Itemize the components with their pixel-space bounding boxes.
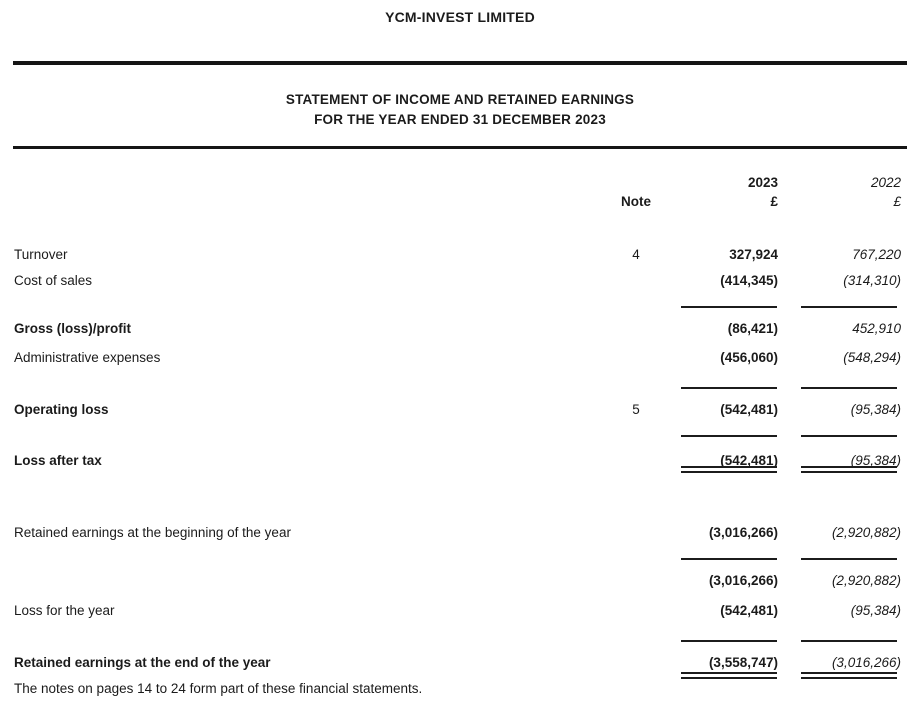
note-column-header: Note xyxy=(621,194,651,209)
subtotal-rule-prior xyxy=(801,306,897,308)
subtotal-rule-prior xyxy=(801,640,897,642)
subtotal-rule-current xyxy=(681,435,777,437)
row-label: Administrative expenses xyxy=(14,350,161,365)
row-label: Operating loss xyxy=(14,402,109,417)
table-header-years xyxy=(0,174,920,191)
row-amount-current: (456,060) xyxy=(720,350,778,365)
subtotal-rule-prior xyxy=(801,387,897,389)
row-amount-prior: (95,384) xyxy=(850,402,901,417)
row-amount-current: (542,481) xyxy=(720,402,778,417)
title-divider xyxy=(13,146,907,149)
notes-reference-text: The notes on pages 14 to 24 form part of these financial statements. xyxy=(14,681,423,696)
table-row-retained-earnings-beginning xyxy=(0,524,920,541)
row-note: 5 xyxy=(632,402,640,417)
row-label: Turnover xyxy=(14,247,68,262)
row-amount-prior: (95,384) xyxy=(850,453,901,468)
row-amount-current: (414,345) xyxy=(720,273,778,288)
row-amount-prior: (548,294) xyxy=(843,350,901,365)
row-amount-prior: 452,910 xyxy=(852,321,901,336)
table-row-gross-loss-profit xyxy=(0,320,920,337)
header-divider-thick xyxy=(13,61,907,65)
row-label: Retained earnings at the beginning of the year xyxy=(14,525,291,540)
total-double-rule-current xyxy=(681,466,777,473)
total-double-rule-prior xyxy=(801,466,897,473)
subtotal-rule-current xyxy=(681,558,777,560)
table-row-administrative-expenses xyxy=(0,349,920,366)
year-header-current: 2023 xyxy=(747,175,778,190)
table-row-loss-after-tax xyxy=(0,452,920,469)
table-row-cost-of-sales xyxy=(0,272,920,289)
row-amount-prior: (2,920,882) xyxy=(831,573,901,588)
total-double-rule-current xyxy=(681,672,777,679)
subtotal-rule-current xyxy=(681,306,777,308)
currency-header-prior: £ xyxy=(893,194,901,209)
row-amount-prior: (3,016,266) xyxy=(831,655,901,670)
subtotal-rule-prior xyxy=(801,558,897,560)
row-amount-prior: (2,920,882) xyxy=(831,525,901,540)
table-row-operating-loss xyxy=(0,401,920,418)
row-amount-current: (86,421) xyxy=(727,321,778,336)
row-amount-prior: (95,384) xyxy=(850,603,901,618)
table-header-note-currency xyxy=(0,193,920,210)
row-amount-current: (3,016,266) xyxy=(708,525,778,540)
row-label: Gross (loss)/profit xyxy=(14,321,132,336)
table-row-loss-for-the-year xyxy=(0,602,920,619)
subtotal-rule-current xyxy=(681,640,777,642)
company-name: YCM-INVEST LIMITED xyxy=(385,9,535,25)
table-row-turnover xyxy=(0,246,920,263)
row-label: Loss for the year xyxy=(14,603,115,618)
row-note: 4 xyxy=(632,247,640,262)
row-amount-prior: 767,220 xyxy=(852,247,901,262)
row-amount-current: 327,924 xyxy=(729,247,778,262)
row-label: Loss after tax xyxy=(14,453,102,468)
row-amount-prior: (314,310) xyxy=(843,273,901,288)
subtotal-rule-current xyxy=(681,387,777,389)
row-amount-current: (542,481) xyxy=(720,603,778,618)
year-header-prior: 2022 xyxy=(870,175,901,190)
subtotal-rule-prior xyxy=(801,435,897,437)
row-label: Cost of sales xyxy=(14,273,93,288)
row-amount-current: (3,558,747) xyxy=(708,655,778,670)
total-double-rule-prior xyxy=(801,672,897,679)
currency-header-current: £ xyxy=(770,194,778,209)
table-row-retained-earnings-end xyxy=(0,654,920,671)
row-amount-current: (542,481) xyxy=(720,453,778,468)
row-label: Retained earnings at the end of the year xyxy=(14,655,271,670)
row-amount-current: (3,016,266) xyxy=(708,573,778,588)
statement-period: FOR THE YEAR ENDED 31 DECEMBER 2023 xyxy=(314,112,606,127)
table-row-retained-earnings-subtotal xyxy=(0,572,920,589)
statement-title: STATEMENT OF INCOME AND RETAINED EARNINGS xyxy=(285,92,635,107)
